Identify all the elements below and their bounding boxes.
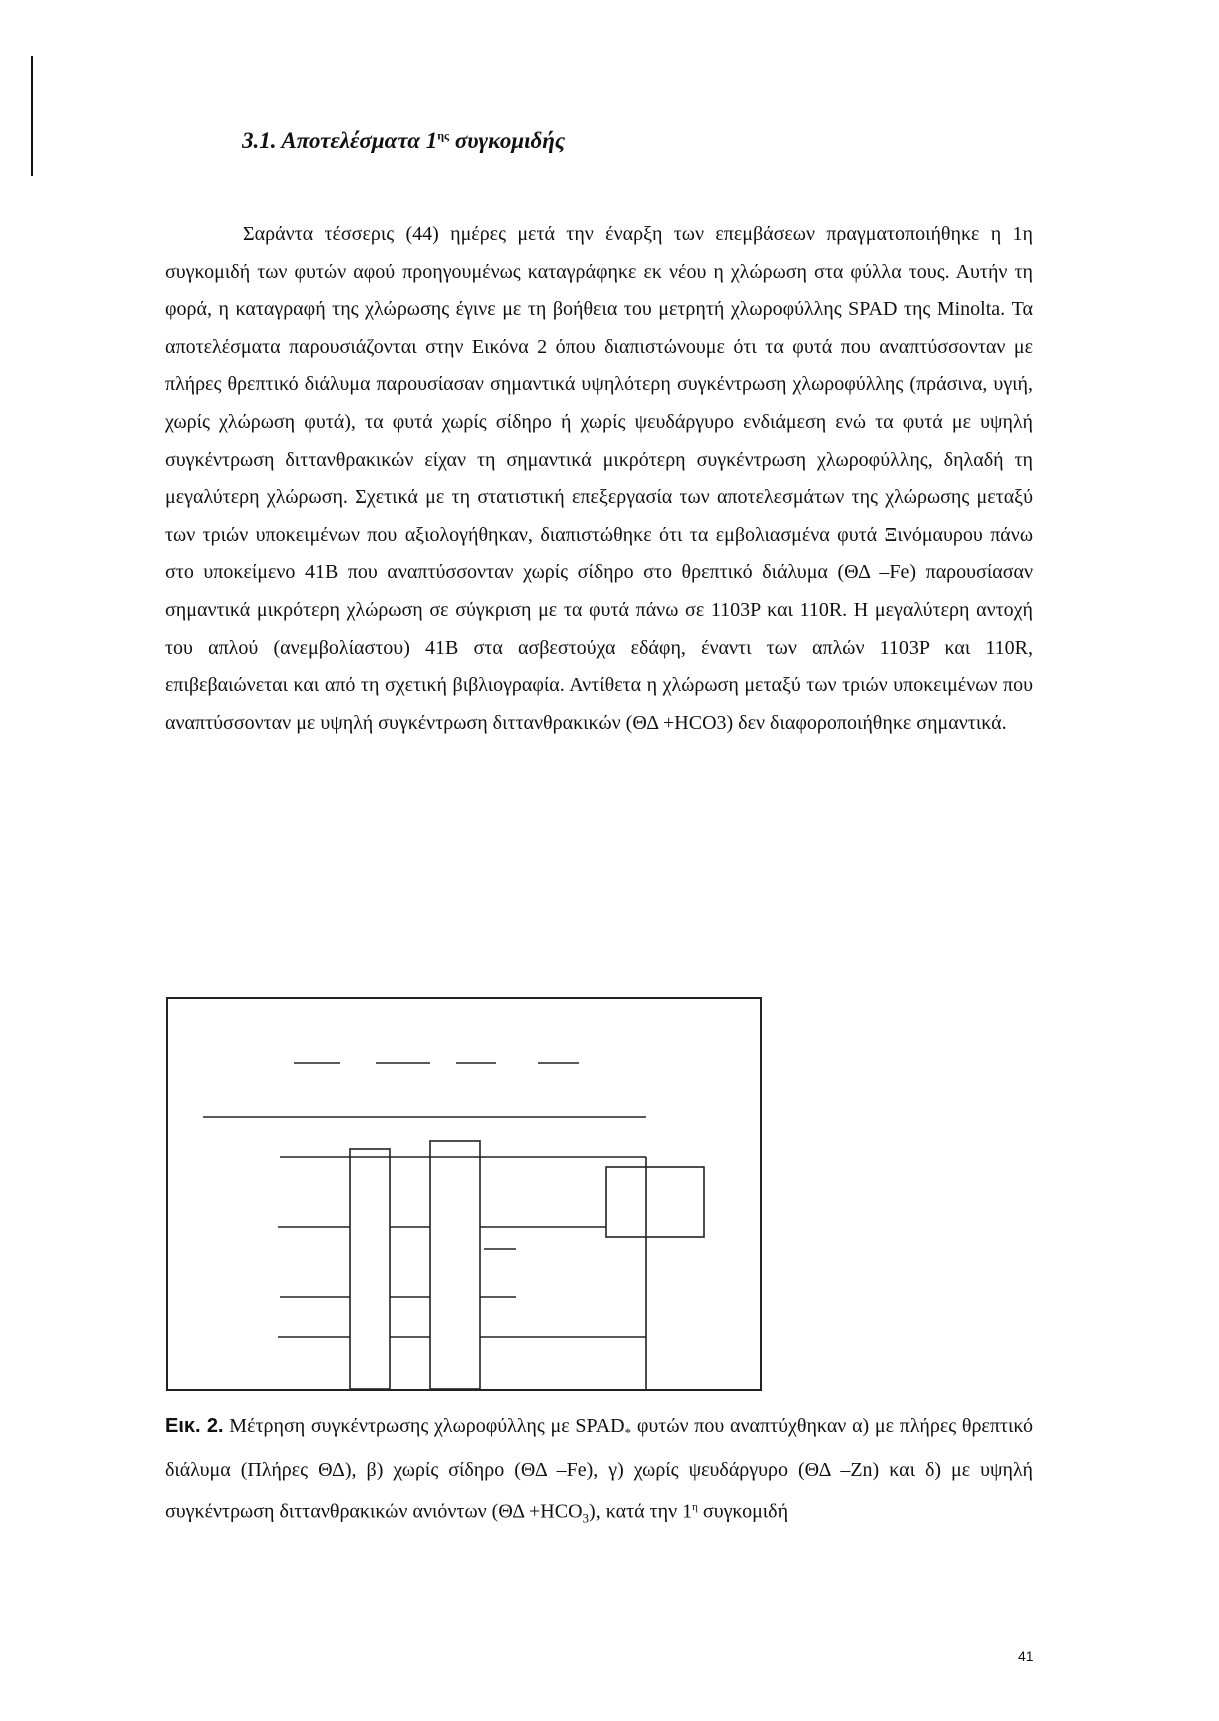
page-number: 41 (1018, 1648, 1034, 1664)
bar (350, 1149, 390, 1389)
bar (606, 1167, 704, 1237)
caption-text: Μέτρηση συγκέντρωσης χλωροφύλλης με SPAD (223, 1415, 625, 1437)
caption-text-cont2: ), κατά την 1 (589, 1500, 693, 1523)
caption-label: Εικ. 2. (165, 1415, 224, 1437)
figure-caption: Εικ. 2. Μέτρηση συγκέντρωσης χλωροφύλλης με $SPAD_*$ φυτών που αναπτύχθηκαν α) με πλήρες θρεπτικό διάλυμα (Πλήρες ΘΔ), β) χωρίς σίδηρο (ΘΔ –Fe), γ) χωρίς ψευδάργυρο (ΘΔ –Zn) και δ) με υψηλή συγκέντρωση διττανθρακικών ανιόντων $(\Theta\Delta +HCO_3)$, κατά την $1^\eta$ συγκομιδή (165, 1415, 1033, 1526)
bar (430, 1141, 480, 1389)
caption-subscript: 3 (582, 1510, 590, 1526)
heading-superscript: ης (437, 128, 450, 143)
section-heading (242, 128, 565, 154)
caption-superscript: η (692, 1501, 698, 1514)
heading-title-end: συγκομιδής (449, 128, 566, 153)
heading-title: Αποτελέσματα 1 (281, 128, 438, 153)
caption-text-end: συγκομιδή (697, 1500, 789, 1523)
figure-graphic (168, 999, 760, 1389)
caption-text-cont: φυτών που αναπτύχθηκαν α) με πλήρες θρεπτικό διάλυμα (Πλήρες ΘΔ), β) χωρίς σίδηρο (ΘΔ –Fe), γ) χωρίς ψευδάργυρο (ΘΔ –Zn) και δ) με υψηλή συγκέντρωση διττανθρακικών ανιόντων (ΘΔ +HCO (165, 1415, 1033, 1523)
margin-rule (31, 56, 33, 176)
body-paragraph: Σαράντα τέσσερις (44) ημέρες μετά την έναρξη των επεμβάσεων πραγματοποιήθηκε η 1η συγκομιδή των φυτών αφού προηγουμένως καταγράφηκε εκ νέου η χλώρωση στα φύλλα τους. Αυτήν τη φορά, η καταγραφή της χλώρωσης έγινε με τη βοήθεια του μετρητή χλωροφύλλης SPAD της Minolta. Τα αποτελέσματα παρουσιάζονται στην Εικόνα 2 όπου διαπιστώνουμε ότι τα φυτά που αναπτύσσονταν με πλήρες θρεπτικό διάλυμα παρουσίασαν σημαντικά υψηλότερη συγκέντρωση χλωροφύλλης (πράσινα, υγιή, χωρίς χλώρωση φυτά), τα φυτά χωρίς σίδηρο ή χωρίς ψευδάργυρο ενδιάμεση ενώ τα φυτά με υψηλή συγκέντρωση διττανθρακικών είχαν τη σημαντικά μικρότερη συγκέντρωση χλωροφύλλης, δηλαδή τη μεγαλύτερη χλώρωση. Σχετικά με τη στατιστική επεξεργασία των αποτελεσμάτων της χλώρωσης μεταξύ των τριών υποκειμένων που αξιολογήθηκαν, διαπιστώθηκε ότι τα εμβολιασμένα φυτά Ξινόμαυρου πάνω στο υποκείμενο 41Β που αναπτύσσονταν χωρίς σίδηρο στο θρεπτικό διάλυμα (ΘΔ –Fe) παρουσίασαν σημαντικά μικρότερη χλώρωση σε σύγκριση με τα φυτά πάνω σε 1103P και 110R. Η μεγαλύτερη αντοχή του απλού (ανεμβολίαστου) 41Β στα ασβεστούχα εδάφη, έναντι των απλών 1103P και 110R, επιβεβαιώνεται και από τη σχετική βιβλιογραφία. Αντίθετα η χλώρωση μεταξύ των τριών υποκειμένων που αναπτύσσονταν με υψηλή συγκέντρωση διττανθρακικών (ΘΔ +HCO3) δεν διαφοροποιήθηκε σημαντικά. (165, 223, 1033, 734)
heading-number: 3.1. (242, 128, 277, 153)
figure-2-chart (166, 997, 762, 1391)
